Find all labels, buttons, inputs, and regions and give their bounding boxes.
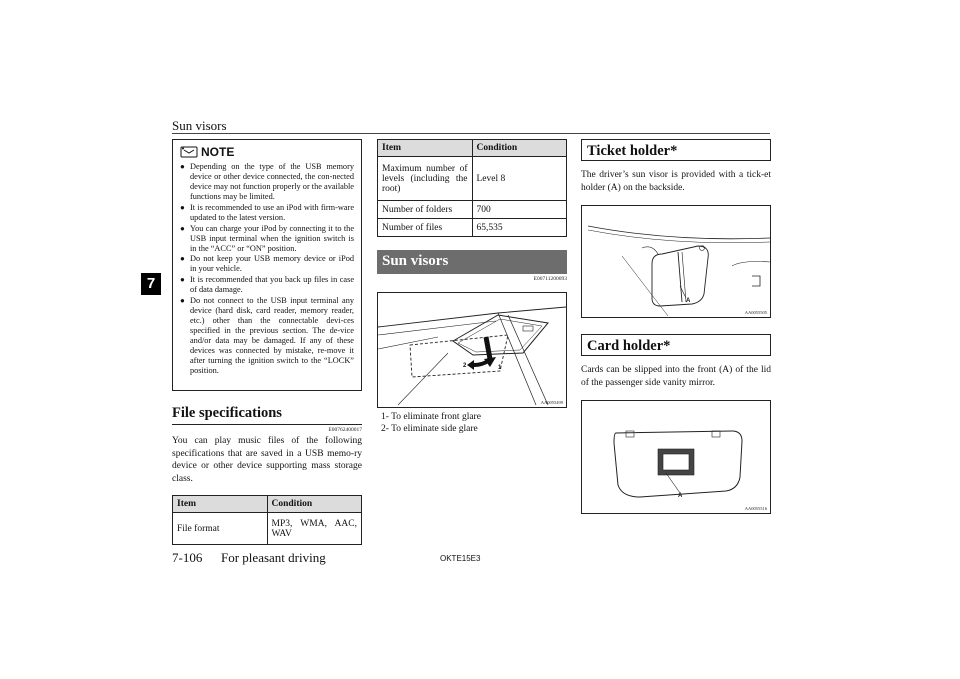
table-cell: Maximum number of levels (including the root)	[378, 157, 473, 201]
card-holder-section	[581, 334, 771, 514]
table-cell: MP3, WMA, AAC, WAV	[267, 513, 362, 545]
page-number: 7-106	[172, 550, 203, 565]
table-cell: File format	[173, 513, 268, 545]
column-middle	[377, 139, 567, 435]
table-header-row	[173, 496, 362, 513]
note-item: ● It is recommended to use an iPod with firm-ware updated to the latest version.	[180, 202, 354, 222]
ticket-holder-figure	[581, 205, 771, 318]
figure-label: 2	[463, 363, 467, 369]
bullet-icon: ●	[180, 295, 185, 305]
figure-label: A	[678, 493, 683, 500]
body-text: Cards can be slipped into the front (A) of the lid of the passenger side vanity mirror.	[581, 365, 771, 388]
ticket-holder-illustration	[582, 206, 770, 317]
section-code: E00711200093	[533, 276, 567, 282]
table-row	[378, 157, 567, 201]
section-heading: Card holder*	[581, 334, 771, 356]
sun-visors-section	[377, 250, 567, 435]
table-row	[173, 513, 362, 545]
card-holder-figure	[581, 400, 771, 514]
section-heading: File specifications	[172, 405, 362, 425]
chapter-tab: 7	[141, 273, 161, 295]
table-cell: Number of folders	[378, 201, 473, 219]
figure-label: 1	[498, 365, 502, 371]
figure-code: AA0055505	[744, 310, 767, 316]
note-item: ● It is recommended that you back up files in case of data damage.	[180, 275, 354, 295]
body-text: The driver’s sun visor is provided with a tick-et holder (A) on the backside.	[581, 170, 771, 193]
caption: 1- To eliminate front glare	[381, 412, 481, 422]
sun-visor-illustration	[378, 293, 566, 407]
note-box	[172, 139, 362, 391]
note-icon	[180, 146, 198, 158]
table-row	[378, 219, 567, 237]
bullet-icon: ●	[180, 223, 185, 233]
body-text: You can play music files of the following specifications that are saved in a USB memo-ry device or other device supporting mass storage class.	[172, 436, 362, 484]
table-header: Item	[173, 496, 268, 513]
section-code: E00762400017	[328, 427, 362, 433]
bullet-icon: ●	[180, 162, 185, 171]
table-cell: Number of files	[378, 219, 473, 237]
table-row	[378, 201, 567, 219]
bullet-icon: ●	[180, 275, 185, 285]
column-left	[172, 139, 362, 545]
table-header: Condition	[472, 140, 567, 157]
note-item: ● Do not connect to the USB input terminal any device (hard disk, card reader, memory reader, etc.) other than the connectable devi-ces specified in the previous section. The de-vice and/or data may be damaged. If any of these devices was connected by mistake, re-move it after turning the ignition switch to the “LOCK” position.	[180, 295, 354, 376]
file-specs-section	[172, 405, 362, 545]
figure-code: AA0055499	[540, 400, 563, 405]
column-right	[581, 139, 771, 514]
sun-visor-figure	[377, 292, 567, 408]
caption-list	[377, 411, 567, 435]
table-header: Item	[378, 140, 473, 157]
bullet-icon: ●	[180, 254, 185, 264]
note-item: ● You can charge your iPod by connecting it to the USB input terminal when the ignition switch is in the “ACC” or “ON” position.	[180, 223, 354, 253]
footer-code: OKTE15E3	[440, 554, 481, 563]
table-header-row	[378, 140, 567, 157]
bullet-icon: ●	[180, 202, 185, 212]
card-holder-illustration	[582, 401, 770, 513]
table-cell: 700	[472, 201, 567, 219]
note-item: ● Do not keep your USB memory device or iPod in your vehicle.	[180, 254, 354, 274]
file-format-table	[172, 495, 362, 545]
limits-table	[377, 139, 567, 237]
note-item: ● Depending on the type of the USB memory device or other device connected, the con-nected device may not function properly or the available functions may be limited.	[180, 162, 354, 202]
table-header: Condition	[267, 496, 362, 513]
table-cell: 65,535	[472, 219, 567, 237]
footer-section-title: For pleasant driving	[221, 550, 326, 565]
note-title: NOTE	[180, 144, 354, 160]
table-cell: Level 8	[472, 157, 567, 201]
section-heading: Sun visors	[377, 250, 567, 274]
figure-label: A	[686, 298, 691, 305]
ticket-holder-section	[581, 139, 771, 318]
header-rule	[172, 133, 770, 134]
caption: 2- To eliminate side glare	[381, 424, 478, 434]
section-heading: Ticket holder*	[581, 139, 771, 161]
running-head: Sun visors	[172, 118, 227, 133]
figure-code: AA0055516	[744, 506, 767, 512]
